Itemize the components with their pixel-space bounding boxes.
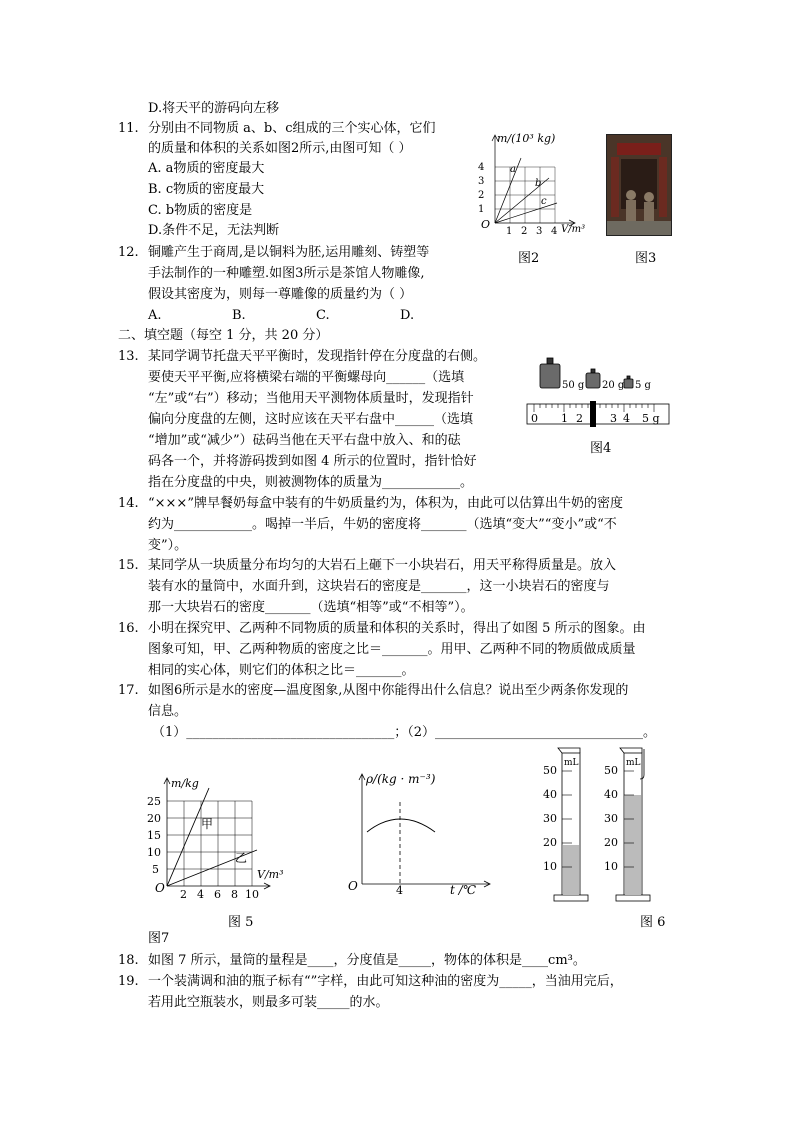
- q10-option-d: D.将天平的游码向左移: [148, 101, 280, 116]
- weight-label-20g: 20 g: [602, 380, 625, 391]
- fig2-ylabel: m/(10³ kg): [497, 132, 556, 145]
- q16-number: 16.: [118, 621, 139, 636]
- q12-stem-line1: 铜雕产生于商周,是以铜料为胚,运用雕刻、铸塑等: [148, 245, 430, 260]
- fig5-origin: O: [155, 881, 165, 895]
- figure-7-cylinders: [540, 745, 680, 905]
- left-cylinder-tick: 40: [543, 788, 557, 801]
- q14-line3: 变”）。: [148, 538, 188, 553]
- left-cylinder-water: [563, 845, 579, 895]
- fig5-series-yi: 乙: [235, 851, 248, 865]
- figure-6-caption: 图 6: [640, 915, 666, 930]
- left-cylinder-tick: 50: [543, 764, 557, 777]
- fig2-origin: O: [481, 218, 491, 231]
- q13-line4: 偏向分度盘的左侧，这时应该在天平右盘中______（选填: [148, 412, 474, 427]
- figure-2-graph: [475, 128, 595, 240]
- right-cylinder-tick: 20: [604, 836, 618, 849]
- fig5-ylabel: m/kg: [171, 777, 199, 790]
- q15-number: 15.: [118, 558, 139, 573]
- q11-option-b: B. c物质的密度最大: [148, 182, 265, 197]
- q11-stem-line1: 分别由不同物质 a、b、c组成的三个实心体，它们: [148, 121, 436, 136]
- figure-5-caption: 图 5: [228, 915, 254, 930]
- fig5-series-jia: 甲: [201, 817, 214, 831]
- q19-number: 19.: [118, 974, 139, 989]
- q11-option-d: D.条件不足，无法判断: [148, 223, 280, 238]
- right-cylinder-unit: mL: [626, 758, 641, 768]
- fig2-ytick: 3: [478, 176, 485, 187]
- q16-line1: 小明在探究甲、乙两种不同物质的质量和体积的关系时，得出了如图 5 所示的图象。由: [148, 621, 646, 636]
- q16-line2: 图象可知，甲、乙两种物质的密度之比＝_______。用甲、乙两种不同的物质做成质量: [148, 642, 636, 657]
- q18-number: 18.: [118, 953, 139, 968]
- fig2-xtick: 1: [506, 226, 513, 237]
- figure-4-weights-scale: [524, 355, 674, 430]
- section-2-title: 二、填空题（每空 1 分，共 20 分）: [118, 328, 329, 343]
- fig5-xtick: 8: [231, 888, 238, 900]
- right-cylinder-tick: 10: [604, 860, 618, 873]
- scale-tick: 4: [623, 412, 630, 425]
- q19-line1: 一个装满调和油的瓶子标有“”字样，由此可知这种油的密度为_____，当油用完后，: [148, 974, 623, 989]
- q15-line3: 那一大块岩石的密度_______（选填“相等”或“不相等”）。: [148, 600, 474, 615]
- right-cylinder-tick: 50: [604, 764, 618, 777]
- q11-option-c: C. b物质的密度是: [148, 203, 253, 218]
- fig2-line-label-a: a: [510, 164, 516, 175]
- q17-number: 17.: [118, 683, 139, 698]
- figure-2-caption: 图2: [518, 251, 540, 266]
- q13-line3: “左”或“右”）移动；当他用天平测物体质量时，发现指针: [148, 391, 474, 406]
- figure-4-caption: 图4: [590, 441, 612, 456]
- scale-tick: 3: [610, 412, 617, 425]
- q13-line2: 要使天平平衡,应将横梁右端的平衡螺母向______（选填: [148, 370, 465, 385]
- q12-number: 12.: [118, 245, 139, 260]
- figure-3-photo: [606, 134, 672, 236]
- left-cylinder-tick: 20: [543, 836, 557, 849]
- figure-3-caption: 图3: [635, 251, 657, 266]
- fig5-xtick: 6: [214, 888, 221, 900]
- fig5-xtick: 4: [197, 888, 204, 900]
- left-cylinder-tick: 10: [543, 860, 557, 873]
- q12-stem-line2: 手法制作的一种雕塑.如图3所示是茶馆人物雕像,: [148, 266, 425, 281]
- fig5-ytick: 10: [147, 846, 161, 859]
- q12-option-c: C.: [316, 308, 330, 323]
- fig2-ytick: 2: [478, 190, 485, 201]
- fig2-xtick: 4: [551, 226, 558, 237]
- fig5-ytick: 15: [147, 829, 161, 842]
- right-cylinder-water: [625, 795, 641, 895]
- scale-tick: 5 g: [642, 412, 660, 425]
- left-cylinder-tick: 30: [543, 812, 557, 825]
- fig2-line-label-b: b: [535, 178, 542, 189]
- q14-number: 14.: [118, 496, 139, 511]
- q17-line1: 如图6所示是水的密度—温度图象,从图中你能得出什么信息？说出至少两条你发现的: [148, 683, 629, 698]
- weight-label-5g: 5 g: [635, 380, 651, 391]
- fig2-xlabel: V/m³: [561, 224, 586, 235]
- figure-5-graph: [145, 770, 285, 900]
- q11-stem-line2: 的质量和体积的关系如图2所示,由图可知（ ）: [148, 141, 412, 156]
- weight-label-50g: 50 g: [562, 380, 585, 391]
- q13-number: 13.: [118, 349, 139, 364]
- fig5-ytick: 5: [152, 863, 159, 876]
- q12-option-d: D.: [400, 308, 415, 323]
- fig6-xtick: 4: [396, 884, 403, 897]
- figure-7-caption: 图7: [148, 931, 170, 946]
- fig2-line-label-c: c: [541, 196, 547, 207]
- q14-line1: “×××”牌早餐奶每盒中装有的牛奶质量约为，体积为，由此可以估算出牛奶的密度: [148, 496, 623, 511]
- fig6-origin: O: [348, 879, 358, 893]
- fig5-ytick: 25: [147, 795, 161, 808]
- q13-line1: 某同学调节托盘天平平衡时，发现指针停在分度盘的右侧。: [148, 349, 487, 364]
- q13-line7: 指在分度盘的中央，则被测物体的质量为____________。: [148, 475, 474, 490]
- q15-line1: 某同学从一块质量分布均匀的大岩石上砸下一小块岩石，用天平称得质量是。放入: [148, 558, 617, 573]
- fig2-ytick: 4: [478, 162, 485, 173]
- fig5-xlabel: V/m³: [257, 868, 284, 881]
- scale-tick: 1: [561, 412, 568, 425]
- fig5-xtick: 2: [180, 888, 187, 900]
- q17-line2: 信息。: [148, 704, 188, 719]
- fig6-xlabel: t /℃: [450, 883, 477, 897]
- fig2-xtick: 3: [536, 226, 543, 237]
- fig5-xtick: 10: [245, 888, 259, 900]
- q18-line1: 如图 7 所示，量筒的量程是____，分度值是_____，物体的体积是____cm³。: [148, 953, 586, 968]
- q13-line6: 码各一个，并将游码拨到如图 4 所示的位置时，指针恰好: [148, 454, 477, 469]
- scale-tick: 0: [531, 412, 538, 425]
- q17-answer-blanks: （1）________________________________；（2）________________________________。: [152, 725, 657, 740]
- q16-line3: 相同的实心体，则它们的体积之比＝_______。: [148, 663, 415, 678]
- figure-6-graph: [342, 768, 502, 898]
- q11-option-a: A. a物质的密度最大: [148, 161, 265, 176]
- scale-tick: 2: [576, 412, 583, 425]
- q11-number: 11.: [118, 121, 139, 136]
- q13-line5: “增加”或“减少”）砝码当他在天平右盘中放入、和的砝: [148, 433, 461, 448]
- q12-option-a: A.: [148, 308, 162, 323]
- fig2-xtick: 2: [521, 226, 528, 237]
- q19-line2: 若用此空瓶装水，则最多可装_____的水。: [148, 995, 389, 1010]
- q12-stem-line3: 假设其密度为，则每一尊雕像的质量约为（ ）: [148, 287, 413, 302]
- fig5-ytick: 20: [147, 812, 161, 825]
- statue-photo-image: [607, 135, 671, 235]
- rider-marker: [590, 401, 596, 427]
- q15-line2: 装有水的量筒中，水面升到，这块岩石的密度是_______，这一小块岩石的密度与: [148, 579, 610, 594]
- q14-line2: 约为____________。喝掉一半后，牛奶的密度将_______（选填“变大”“变小”或“不: [148, 517, 617, 532]
- q12-option-b: B.: [232, 308, 246, 323]
- left-cylinder-unit: mL: [564, 758, 579, 768]
- right-cylinder-tick: 30: [604, 812, 618, 825]
- fig2-ytick: 1: [478, 204, 485, 215]
- fig6-ylabel: ρ/(kg · m⁻³): [366, 772, 436, 786]
- right-cylinder-tick: 40: [604, 788, 618, 801]
